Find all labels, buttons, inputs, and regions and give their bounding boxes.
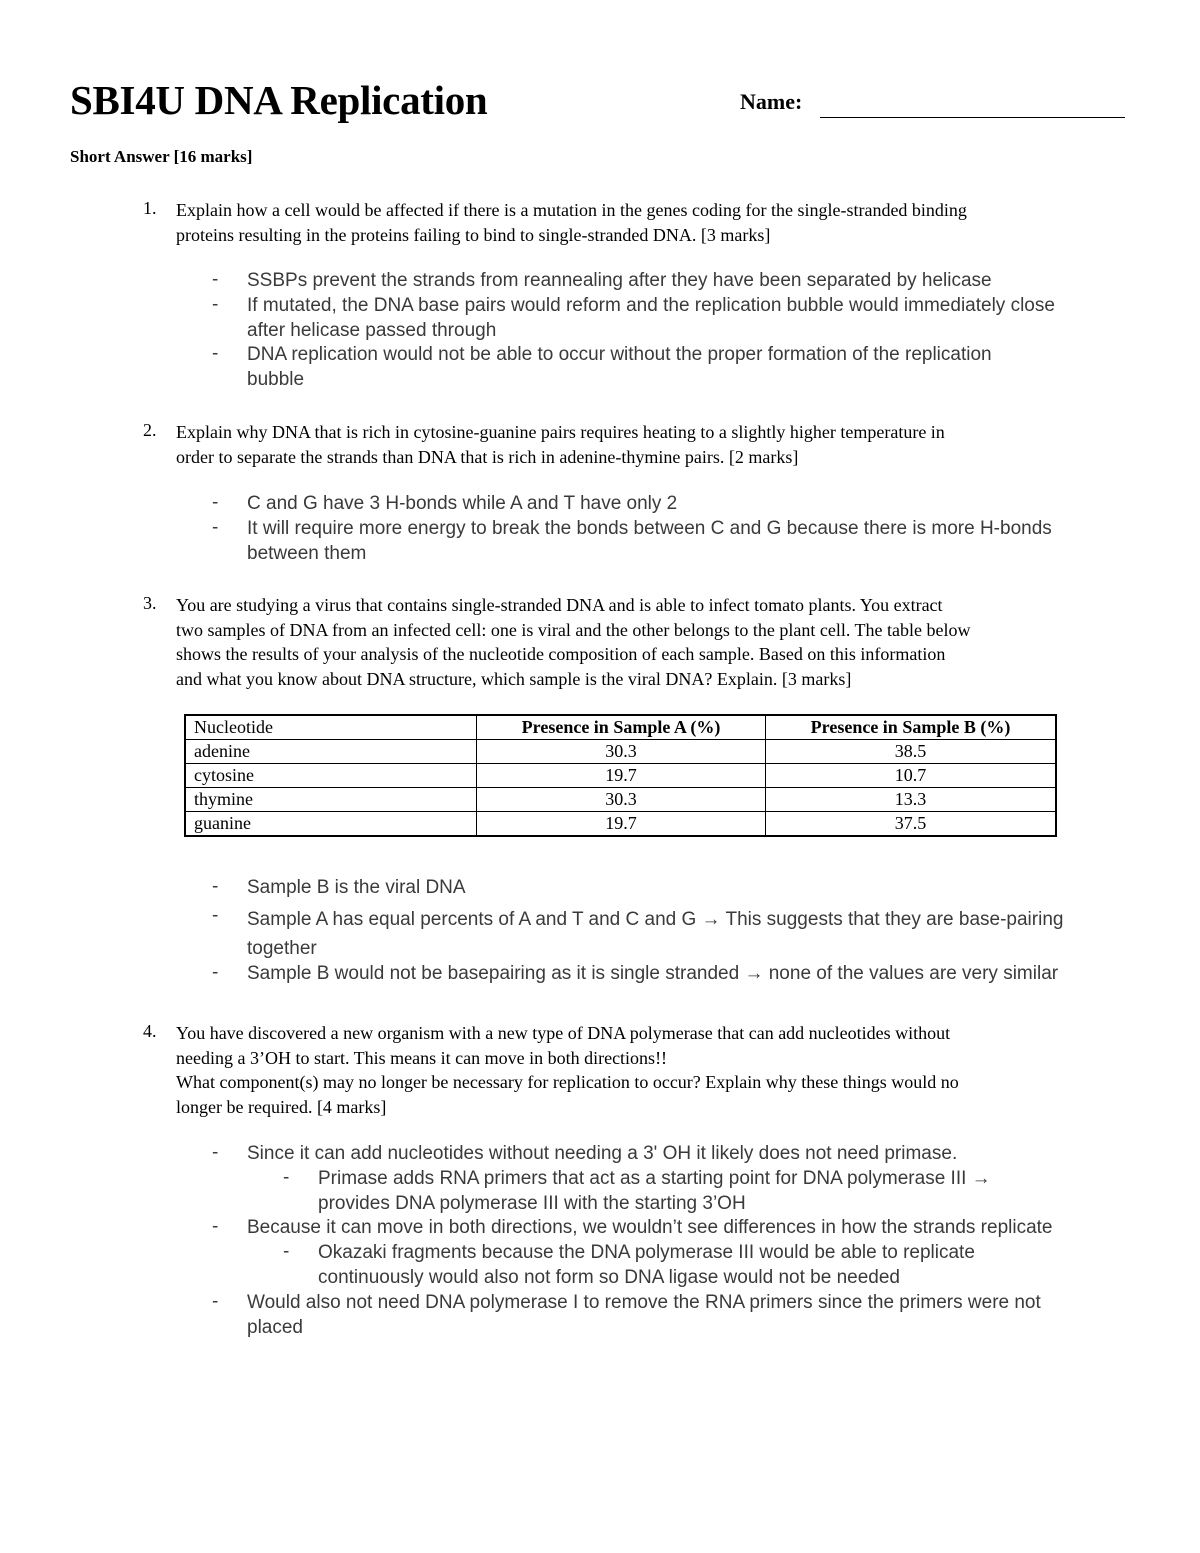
answer-bullet: [247, 294, 1055, 343]
question-number: 2.: [143, 420, 157, 440]
table-header-cell: Presence in Sample B (%): [766, 715, 1057, 740]
answer-bullet: [247, 343, 992, 392]
page-title: SBI4U DNA Replication: [70, 77, 488, 123]
answer-dash: -: [212, 1291, 219, 1312]
answer-dash: -: [212, 343, 219, 364]
table-cell: 30.3: [477, 788, 766, 812]
answer-line: Okazaki fragments because the DNA polymerase III would be able to replicate: [318, 1242, 975, 1263]
question-line: Explain how a cell would be affected if there is a mutation in the genes coding for the single-stranded binding: [176, 200, 967, 220]
answer-bullet: [247, 1142, 957, 1167]
question-number: 4.: [143, 1021, 157, 1041]
question-line: You are studying a virus that contains single-stranded DNA and is able to infect tomato plants. You extract: [176, 595, 943, 615]
answer-line: It will require more energy to break the bonds between C and G because there is more H-bonds: [247, 518, 1052, 539]
answer-line: continuously would also not form so DNA ligase would not be needed: [318, 1266, 900, 1288]
table-cell: cytosine: [185, 764, 477, 788]
question-2-text: [176, 420, 1136, 469]
question-line: Explain why DNA that is rich in cytosine-guanine pairs requires heating to a slightly higher temperature in: [176, 422, 945, 442]
answer-line: C and G have 3 H-bonds while A and T have only 2: [247, 493, 678, 514]
table-cell: 13.3: [766, 788, 1057, 812]
table-row: [185, 740, 1056, 764]
question-line: shows the results of your analysis of the nucleotide composition of each sample. Based on this information: [176, 644, 946, 664]
question-line: needing a 3’OH to start. This means it can move in both directions!!: [176, 1047, 668, 1068]
name-blank-line[interactable]: [820, 117, 1125, 118]
table-row: [185, 788, 1056, 812]
table-cell: guanine: [185, 812, 477, 837]
question-3-text: [176, 593, 1136, 691]
answer-bullet: [247, 1291, 1041, 1340]
question-line: two samples of DNA from an infected cell: one is viral and the other belongs to the plant cell. The table below: [176, 619, 971, 640]
question-line: and what you know about DNA structure, which sample is the viral DNA? Explain. [3 marks]: [176, 668, 852, 689]
table-row: [185, 764, 1056, 788]
answer-bullet: [247, 962, 1058, 987]
answer-bullet: [247, 269, 992, 294]
question-number: 1.: [143, 198, 157, 218]
answer-line: DNA replication would not be able to occur without the proper formation of the replication: [247, 344, 992, 365]
question-4-text: [176, 1021, 1136, 1119]
question-line: longer be required. [4 marks]: [176, 1096, 387, 1117]
question-1-text: [176, 198, 1136, 247]
table-header-cell: Presence in Sample A (%): [477, 715, 766, 740]
answer-line: provides DNA polymerase III with the starting 3’OH: [318, 1192, 746, 1214]
answer-dash: -: [212, 962, 219, 983]
answer-dash: -: [212, 876, 219, 897]
table-cell: thymine: [185, 788, 477, 812]
answer-sub-bullet: [318, 1167, 991, 1216]
answer-line: Sample B is the viral DNA: [247, 877, 466, 898]
answer-bullet: [247, 876, 466, 901]
answer-line: Sample A has equal percents of A and T and C and G → This suggests that they are base-pairing: [247, 909, 1064, 930]
table-cell: adenine: [185, 740, 477, 764]
answer-subdash: -: [283, 1241, 290, 1262]
table-row: [185, 812, 1056, 837]
answer-line: Sample B would not be basepairing as it is single stranded → none of the values are very similar: [247, 963, 1059, 984]
answer-line: Would also not need DNA polymerase I to remove the RNA primers since the primers were not: [247, 1292, 1041, 1313]
answer-line: after helicase passed through: [247, 319, 497, 341]
answer-line: If mutated, the DNA base pairs would reform and the replication bubble would immediately close: [247, 295, 1055, 316]
table-cell: 30.3: [477, 740, 766, 764]
question-line: proteins resulting in the proteins failing to bind to single-stranded DNA. [3 marks]: [176, 224, 771, 245]
answer-dash: -: [212, 294, 219, 315]
question-number: 3.: [143, 593, 157, 613]
answer-line: bubble: [247, 368, 305, 390]
question-line: order to separate the strands than DNA that is rich in adenine-thymine pairs. [2 marks]: [176, 446, 799, 467]
table-cell: 38.5: [766, 740, 1057, 764]
answer-line: Because it can move in both directions, we wouldn’t see differences in how the strands replicate: [247, 1217, 1053, 1238]
name-label: Name:: [740, 89, 803, 114]
nucleotide-table: [184, 714, 1057, 837]
answer-bullet: [247, 492, 677, 517]
answer-line: Primase adds RNA primers that act as a starting point for DNA polymerase III →: [318, 1168, 991, 1189]
answer-line: placed: [247, 1316, 303, 1338]
answer-line: between them: [247, 542, 367, 564]
question-line: You have discovered a new organism with a new type of DNA polymerase that can add nucleotides without: [176, 1023, 951, 1043]
answer-dash: -: [212, 269, 219, 290]
answer-dash: -: [212, 1216, 219, 1237]
answer-subdash: -: [283, 1167, 290, 1188]
question-line: What component(s) may no longer be necessary for replication to occur? Explain why these things would no: [176, 1072, 959, 1092]
table-header-row: [185, 715, 1056, 740]
answer-bullet: [247, 905, 1063, 963]
answer-dash: -: [212, 1142, 219, 1163]
answer-dash: -: [212, 492, 219, 513]
answer-bullet: [247, 517, 1052, 566]
answer-bullet: [247, 1216, 1053, 1241]
answer-dash: -: [212, 517, 219, 538]
table-cell: 19.7: [477, 812, 766, 837]
table-cell: 10.7: [766, 764, 1057, 788]
answer-dash: -: [212, 905, 219, 926]
answer-line: Since it can add nucleotides without needing a 3' OH it likely does not need primase.: [247, 1143, 958, 1164]
section-title: Short Answer [16 marks]: [70, 147, 253, 166]
answer-line: together: [247, 938, 317, 959]
answer-line: SSBPs prevent the strands from reannealing after they have been separated by helicase: [247, 270, 992, 291]
table-cell: 19.7: [477, 764, 766, 788]
table-header-cell: Nucleotide: [185, 715, 477, 740]
answer-sub-bullet: [318, 1241, 975, 1290]
table-cell: 37.5: [766, 812, 1057, 837]
